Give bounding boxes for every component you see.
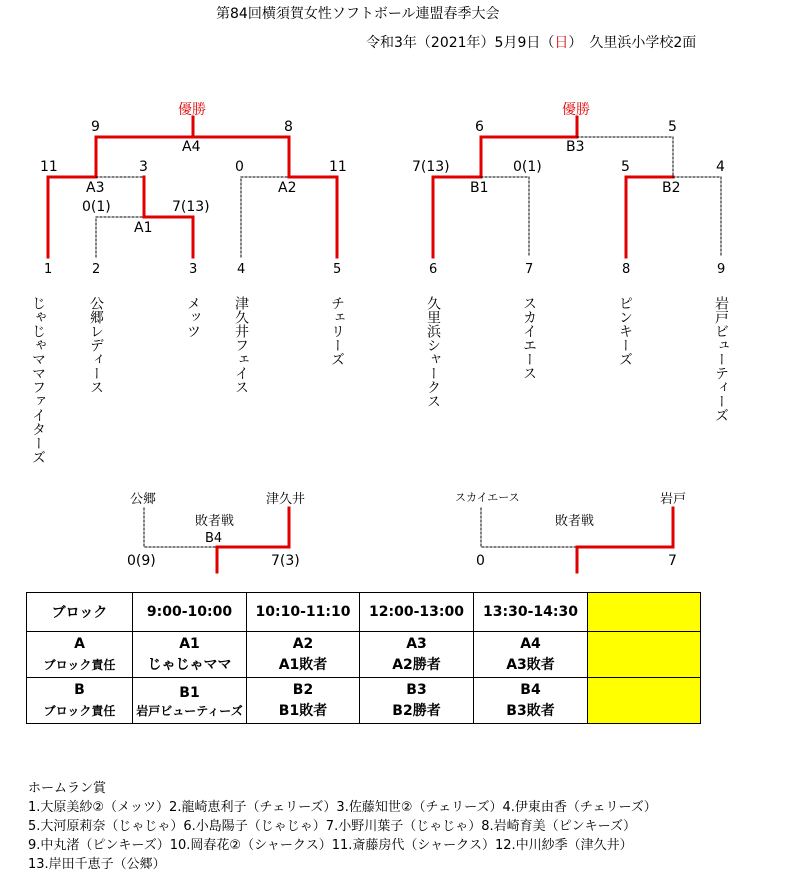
highlight-cell bbox=[588, 678, 701, 724]
game-code: A2 bbox=[292, 635, 314, 652]
block-sub: ブロック責任 bbox=[43, 657, 116, 672]
homerun-line-3: 9.中丸渚（ピンキーズ）10.岡春花②（シャークス）11.斎藤房代（シャークス）12.中川紗季（津久井） bbox=[28, 838, 633, 853]
highlight-cell bbox=[588, 593, 701, 632]
team-num-9: 9 bbox=[717, 262, 726, 277]
score-b3-right: 5 bbox=[668, 119, 677, 135]
game-info: B3敗者 bbox=[506, 702, 555, 719]
code-a3: A3 bbox=[86, 180, 105, 196]
game-info: A1敗者 bbox=[278, 656, 328, 673]
row-b-slot-2 bbox=[247, 678, 360, 724]
b4-right-score: 7(3) bbox=[271, 553, 300, 569]
date-venue-after: ） 久里浜小学校2面 bbox=[568, 35, 697, 51]
code-a2: A2 bbox=[278, 180, 297, 196]
score-b1-left: 7(13) bbox=[412, 159, 450, 175]
b4-label: 敗者戦 bbox=[195, 514, 235, 529]
a-win-path-3 bbox=[144, 177, 193, 257]
row-b-slot-1 bbox=[133, 678, 247, 724]
score-a3-right: 3 bbox=[139, 159, 148, 175]
row-b-block bbox=[27, 678, 133, 724]
b-win-path-6 bbox=[433, 117, 577, 257]
game-code: A3 bbox=[406, 635, 427, 652]
score-a1-left: 0(1) bbox=[82, 199, 111, 215]
a-win-path-5 bbox=[193, 137, 337, 257]
code-a1: A1 bbox=[134, 220, 153, 236]
schedule-table bbox=[26, 592, 701, 724]
team-name-9: 岩戸ビューティーズ bbox=[713, 296, 729, 422]
game-info: じゃじゃママ bbox=[147, 656, 232, 673]
date-venue-before: 令和3年（2021年）5月9日（ bbox=[366, 35, 555, 51]
team-name-3: メッツ bbox=[185, 296, 201, 338]
team-name-1: じゃじゃママファイターズ bbox=[30, 296, 46, 464]
team-num-3: 3 bbox=[189, 262, 198, 277]
row-a-slot-3 bbox=[360, 632, 474, 678]
code-b2: B2 bbox=[662, 180, 681, 196]
game-info: 岩戸ビューティーズ bbox=[136, 703, 243, 718]
team-name-5: チェリーズ bbox=[329, 296, 345, 366]
b4-left-team: 公郷 bbox=[130, 492, 157, 507]
team-num-2: 2 bbox=[92, 262, 101, 277]
row-a-block bbox=[27, 632, 133, 678]
extra-left-team: スカイエース bbox=[455, 491, 520, 504]
date-day: 日 bbox=[554, 35, 569, 51]
game-code: B1 bbox=[179, 684, 200, 701]
code-b1: B1 bbox=[470, 180, 489, 196]
team-name-6: 久里浜シャークス bbox=[425, 296, 441, 408]
score-a1-right: 7(13) bbox=[172, 199, 210, 215]
homerun-line-4: 13.岸田千恵子（公郷） bbox=[28, 857, 166, 872]
team-name-2: 公郷レディース bbox=[88, 296, 104, 394]
team-num-4: 4 bbox=[237, 262, 246, 277]
b4-left-score: 0(9) bbox=[127, 553, 156, 569]
homerun-line-2: 5.大河原莉奈（じゃじゃ）6.小島陽子（じゃじゃ）7.小野川葉子（じゃじゃ）8.岩崎育美（ピンキーズ） bbox=[28, 819, 636, 834]
homerun-title: ホームラン賞 bbox=[28, 781, 107, 796]
team-num-8: 8 bbox=[622, 262, 631, 277]
score-b2-right: 4 bbox=[716, 159, 725, 175]
block-sub: ブロック責任 bbox=[43, 703, 116, 718]
extra-left-score: 0 bbox=[476, 553, 485, 569]
row-a-slot-2 bbox=[247, 632, 360, 678]
homerun-line-1: 1.大原美紗②（メッツ）2.龍崎恵利子（チェリーズ）3.佐藤知世②（チェリーズ）4.伊東由香（チェリーズ） bbox=[28, 800, 657, 815]
game-code: B2 bbox=[292, 681, 314, 698]
game-info: A2勝者 bbox=[392, 656, 441, 673]
champion-label-b: 優勝 bbox=[562, 102, 590, 118]
page-title: 第84回横須賀女性ソフトボール連盟春季大会 bbox=[216, 6, 500, 22]
team-num-7: 7 bbox=[525, 262, 534, 277]
score-a3-left: 11 bbox=[40, 159, 58, 175]
highlight-cell bbox=[588, 632, 701, 678]
team-num-6: 6 bbox=[429, 262, 438, 277]
game-code: A4 bbox=[520, 635, 541, 652]
team-name-4: 津久井フェイス bbox=[233, 296, 249, 394]
team-num-5: 5 bbox=[333, 262, 342, 277]
score-a4-right: 8 bbox=[284, 119, 293, 135]
row-b-slot-3 bbox=[360, 678, 474, 724]
extra-right-team: 岩戸 bbox=[660, 492, 687, 507]
header-block: ブロック bbox=[27, 593, 133, 632]
a-win-path-1 bbox=[48, 117, 193, 257]
score-a2-left: 0 bbox=[235, 159, 244, 175]
extra-right-score: 7 bbox=[668, 553, 677, 569]
header-slot-2: 10:10-11:10 bbox=[247, 593, 360, 632]
team-name-8: ピンキーズ bbox=[617, 296, 633, 366]
score-b1-right: 0(1) bbox=[513, 159, 542, 175]
champion-label-a: 優勝 bbox=[178, 102, 206, 118]
b4-code: B4 bbox=[205, 531, 223, 546]
code-a4: A4 bbox=[182, 139, 201, 155]
team-name-7: スカイエース bbox=[521, 296, 537, 380]
block-name: B bbox=[74, 681, 85, 698]
game-info: B2勝者 bbox=[392, 702, 441, 719]
score-a2-right: 11 bbox=[329, 159, 347, 175]
schedule-row-b bbox=[27, 678, 701, 724]
header-slot-4: 13:30-14:30 bbox=[474, 593, 588, 632]
game-info: B1敗者 bbox=[278, 702, 328, 719]
schedule-row-a bbox=[27, 632, 701, 678]
row-b-slot-4 bbox=[474, 678, 588, 724]
score-b2-left: 5 bbox=[621, 159, 630, 175]
team-num-1: 1 bbox=[44, 262, 53, 277]
b4-right-team: 津久井 bbox=[266, 492, 306, 507]
code-b3: B3 bbox=[566, 139, 585, 155]
block-name: A bbox=[74, 635, 85, 652]
header-slot-3: 12:00-13:00 bbox=[360, 593, 474, 632]
game-info: A3敗者 bbox=[506, 656, 555, 673]
score-a4-left: 9 bbox=[91, 119, 100, 135]
game-code: B3 bbox=[406, 681, 427, 698]
extra-label: 敗者戦 bbox=[555, 514, 595, 529]
game-code: A1 bbox=[179, 635, 200, 652]
score-b3-left: 6 bbox=[475, 119, 484, 135]
game-code: B4 bbox=[520, 681, 541, 698]
header-slot-1: 9:00-10:00 bbox=[133, 593, 247, 632]
row-a-slot-1 bbox=[133, 632, 247, 678]
schedule-header-row bbox=[27, 593, 701, 632]
row-a-slot-4 bbox=[474, 632, 588, 678]
